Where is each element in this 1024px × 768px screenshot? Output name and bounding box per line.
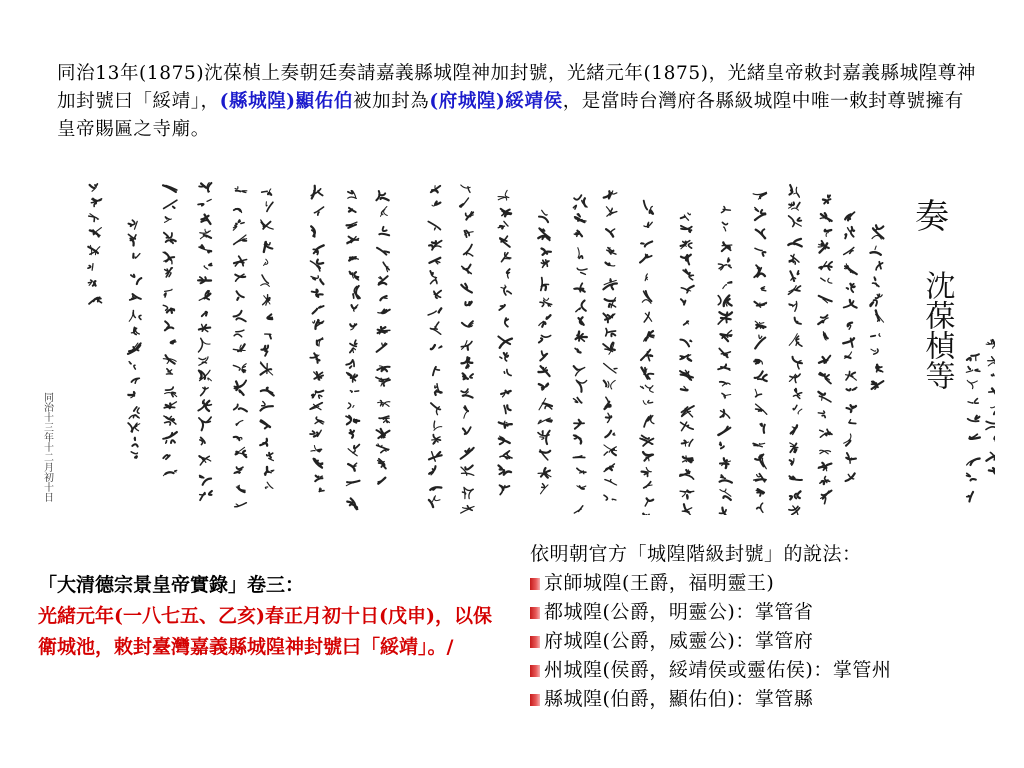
intro-text-1: 同治13年(1875)沈葆楨上奏朝廷奏請嘉義縣城隍神加封號，光緒元年(1875)，光緒皇帝敕封嘉義縣城隍尊神加封號曰「綏靖」， — [57, 63, 976, 112]
handwriting-stroke — [355, 391, 359, 392]
handwriting-stroke — [173, 206, 175, 208]
handwriting-stroke — [610, 279, 611, 281]
handwriting-stroke — [316, 476, 319, 477]
handwriting-stroke — [789, 304, 793, 305]
handwriting-stroke — [318, 450, 322, 451]
rank-item-text: 州城隍(侯爵，綏靖侯或靈佑侯)：掌管州 — [544, 659, 892, 681]
handwriting-stroke — [236, 191, 241, 192]
rank-item-text: 縣城隍(伯爵，顯佑伯)：掌管縣 — [544, 688, 814, 710]
handwriting-stroke — [644, 368, 645, 375]
handwriting-stroke — [721, 318, 731, 319]
handwriting-stroke — [547, 420, 552, 421]
handwriting-stroke — [504, 425, 507, 426]
handwriting-stroke — [173, 342, 176, 343]
handwriting-stroke — [311, 451, 315, 452]
handwriting-stroke — [433, 488, 436, 490]
handwriting-stroke — [209, 264, 212, 266]
handwriting-stroke — [723, 415, 724, 416]
handwriting-stroke — [848, 217, 850, 220]
handwriting-stroke — [726, 312, 727, 322]
handwriting-stroke — [320, 476, 322, 477]
doc-large-char-name: 沈葆楨等 — [919, 270, 955, 390]
rank-item-text: 京師城隍(王爵，福明靈王) — [544, 572, 775, 594]
handwriting-stroke — [262, 191, 268, 192]
handwriting-stroke — [819, 267, 822, 269]
handwriting-stroke — [500, 306, 503, 307]
handwriting-stroke — [608, 197, 609, 198]
handwriting-stroke — [235, 224, 237, 226]
handwriting-stroke — [650, 355, 653, 356]
handwriting-stroke — [825, 433, 829, 435]
handwriting-stroke — [994, 437, 995, 439]
handwriting-stroke — [728, 282, 732, 283]
handwriting-stroke — [641, 243, 644, 244]
intro-highlight-county: (縣城隍)顯佑伯 — [219, 91, 353, 112]
handwriting-stroke — [381, 327, 385, 329]
handwriting-stroke — [764, 425, 765, 433]
intro-text-3: ，是當時台灣府各縣級城隍中唯一敕封尊號擁有皇帝賜匾之寺廟。 — [57, 91, 964, 140]
handwriting-stroke — [350, 272, 352, 274]
handwriting-stroke — [208, 251, 211, 252]
handwriting-stroke — [720, 443, 721, 446]
handwriting-stroke — [546, 384, 548, 386]
handwriting-stroke — [203, 400, 204, 404]
handwriting-stroke — [133, 254, 134, 258]
source-title: 「大清德宗景皇帝實錄」卷三： — [38, 574, 305, 596]
handwriting-stroke — [354, 419, 357, 420]
handwriting-stroke — [164, 407, 174, 408]
handwriting-stroke — [94, 281, 96, 285]
handwriting-stroke — [759, 411, 762, 412]
handwriting-stroke — [542, 351, 543, 354]
intro-highlight-prefecture: (府城隍)綏靖侯 — [429, 91, 563, 112]
handwriting-stroke — [764, 193, 767, 194]
handwriting-stroke — [725, 397, 726, 399]
handwriting-stroke — [681, 389, 688, 390]
handwriting-stroke — [434, 421, 435, 428]
handwriting-stroke — [690, 340, 691, 341]
handwriting-stroke — [241, 223, 244, 224]
handwriting-stroke — [609, 304, 610, 307]
intro-text-2: 被加封為 — [352, 91, 430, 112]
handwriting-stroke — [206, 312, 207, 316]
handwriting-stroke — [199, 186, 204, 187]
handwriting-stroke — [135, 456, 137, 457]
intro-paragraph — [57, 60, 977, 144]
handwriting-stroke — [542, 431, 543, 435]
doc-date-note: 同治十三年十二月初十日 — [41, 392, 53, 502]
handwriting-stroke — [845, 234, 846, 238]
handwriting-stroke — [313, 278, 315, 279]
source-citation — [38, 570, 508, 663]
handwriting-stroke — [353, 294, 354, 298]
handwriting-stroke — [762, 290, 766, 291]
handwriting-stroke — [614, 368, 617, 369]
handwriting-stroke — [874, 277, 875, 280]
handwriting-stroke — [847, 458, 856, 459]
handwriting-stroke — [578, 352, 581, 353]
bullet-icon — [530, 694, 540, 706]
rank-item-text: 都城隍(公爵，明靈公)：掌管省 — [544, 601, 814, 623]
handwriting-stroke — [237, 298, 238, 300]
handwriting-stroke — [265, 346, 266, 349]
rank-item — [530, 569, 1000, 598]
rank-heading: 依明朝官方「城隍階級封號」的說法： — [530, 543, 862, 565]
rank-list — [530, 540, 1000, 714]
handwriting-stroke — [828, 195, 830, 197]
rank-item — [530, 627, 1000, 656]
handwriting-stroke — [378, 481, 381, 482]
handwriting-stroke — [687, 495, 688, 499]
bullet-icon — [530, 607, 540, 619]
handwriting-stroke — [989, 470, 995, 471]
handwriting-stroke — [504, 372, 505, 374]
handwriting-stroke — [992, 375, 994, 376]
handwriting-stroke — [164, 293, 166, 297]
handwriting-stroke — [994, 411, 995, 414]
handwriting-stroke — [128, 395, 134, 396]
bullet-icon — [530, 636, 540, 648]
handwriting-stroke — [723, 209, 730, 210]
handwriting-stroke — [264, 244, 266, 252]
handwriting-stroke — [760, 424, 762, 426]
memorial-manuscript-scan — [35, 170, 995, 515]
handwriting-stroke — [238, 220, 240, 222]
doc-large-char-memorial: 奏 — [915, 197, 949, 237]
handwriting-stroke — [720, 463, 729, 464]
handwriting-stroke — [166, 405, 168, 406]
bullet-icon — [530, 665, 540, 677]
handwriting-stroke — [319, 491, 324, 492]
handwriting-stroke — [689, 230, 691, 232]
handwriting-stroke — [354, 361, 355, 366]
handwriting-stroke — [680, 491, 694, 492]
rank-item — [530, 656, 1000, 685]
rank-item — [530, 598, 1000, 627]
source-quote: 光緒元年(一八七五、乙亥)春正月初十日(戊申)，以保衛城池，敕封臺灣嘉義縣城隍神封號曰「綏靖」。/ — [38, 605, 492, 658]
bullet-icon — [530, 578, 540, 590]
handwriting-stroke — [728, 258, 730, 262]
rank-item-text: 府城隍(公爵，威靈公)：掌管府 — [544, 630, 814, 652]
memorial-document-image — [35, 170, 995, 515]
handwriting-stroke — [271, 470, 274, 471]
handwriting-stroke — [316, 294, 317, 296]
handwriting-stroke — [469, 302, 471, 305]
handwriting-stroke — [387, 449, 389, 450]
handwriting-stroke — [797, 271, 798, 275]
rank-item — [530, 685, 1000, 714]
handwriting-stroke — [207, 404, 211, 405]
handwriting-stroke — [871, 336, 876, 337]
handwriting-stroke — [200, 477, 203, 478]
handwriting-stroke — [612, 499, 616, 500]
handwriting-stroke — [316, 359, 319, 360]
